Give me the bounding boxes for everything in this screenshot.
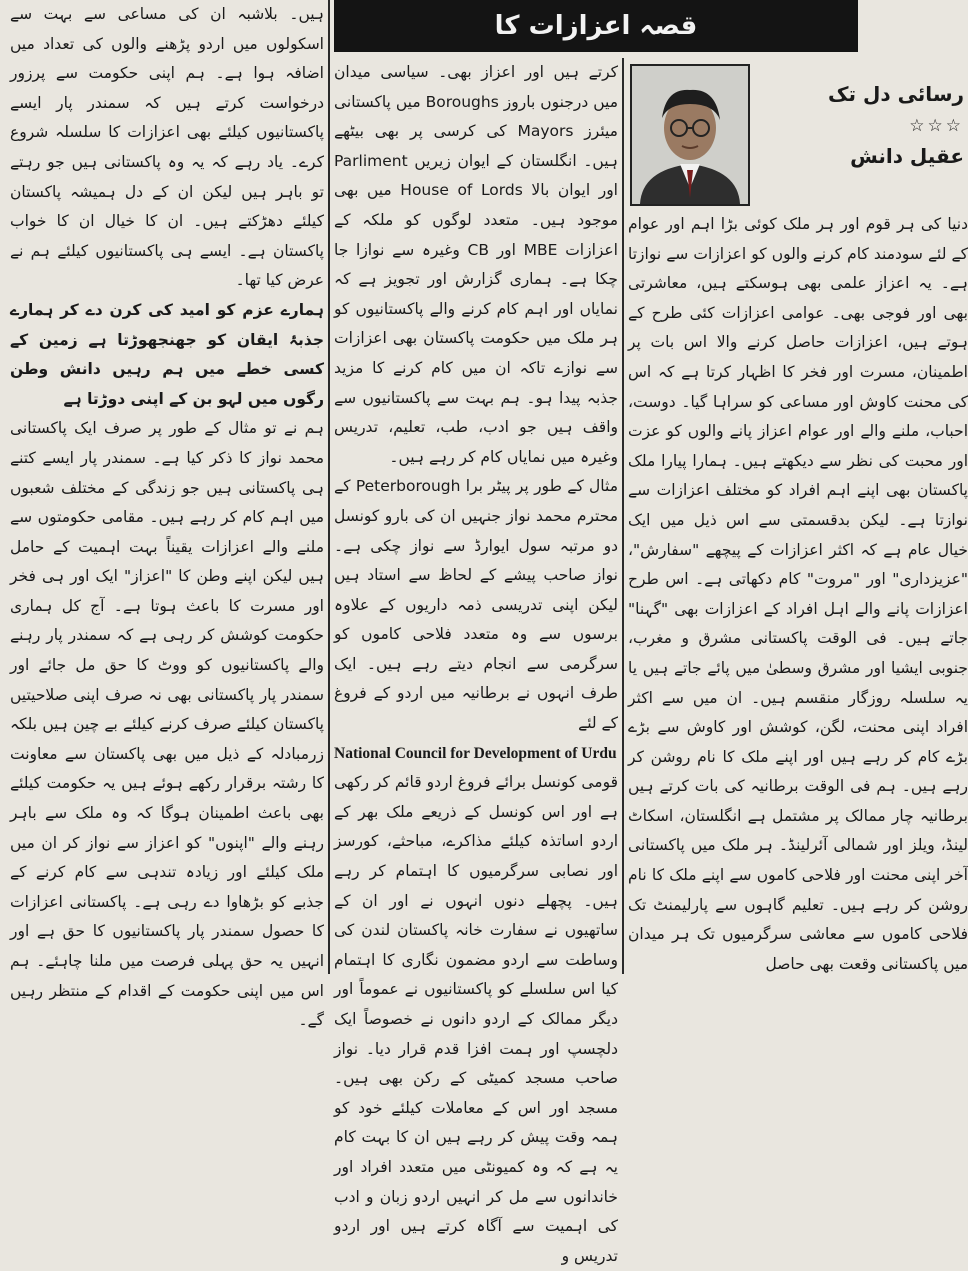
middle-column	[334, 58, 619, 1265]
column-divider-right	[622, 58, 624, 974]
column-name: رسائی دل تک	[828, 82, 964, 106]
left-paragraph-1: ہیں۔ بلاشبہ ان کی مساعی سے بہت سے اسکولوں میں اردو پڑھنے والوں کی تعداد میں اضافہ ہوا ہے۔ ہم اپنی حکومت سے پرزور درخواست کرتے ہیں کہ سمندر پار ایسے پاکستانیوں کیلئے بھی اعزازات کا سلسلہ شروع کرے۔ یاد رہے کہ یہ وہ پاکستانی ہیں جو رہتے تو باہر ہیں لیکن ان کے دل ہمیشہ پاکستان کیلئے دھڑکتے ہیں۔ ان کا خیال ان کا خواب پاکستان ہے۔ ایسے ہی پاکستانیوں کیلئے ہم نے عرض کیا تھا۔	[10, 5, 324, 290]
right-column	[628, 210, 968, 974]
middle-english-line: National Council for Development of Urdu	[334, 744, 617, 762]
column-title-banner	[334, 0, 858, 52]
column-divider-left	[328, 0, 330, 974]
left-verse: ہمارے عزم کو امید کی کرن دے کر ہمارے جذبۂ ایقان کو جھنجھوڑتا ہے زمین کے کسی خطے میں ہم رہیں دانش وطن رگوں میں لہو بن کے اپنی دوڑتا ہے	[10, 300, 324, 408]
left-paragraph-2: ہم نے تو مثال کے طور پر صرف ایک پاکستانی محمد نواز کا ذکر کیا ہے۔ سمندر پار ایسے کتنے ہی پاکستانی ہیں جو زندگی کے مختلف شعبوں میں اہم کام کر رہے ہیں۔ مقامی حکومتوں سے ملنے والے اعزازات یقیناً بہت اہمیت کے حامل ہیں لیکن اپنے وطن کا "اعزاز" ایک اور ہی فخر اور مسرت کا باعث ہوتا ہے۔ آج کل ہماری حکومت کوشش کر رہی ہے کہ سمندر پار رہنے والے پاکستانیوں کو ووٹ کا حق مل جائے اور سمندر پار پاکستانی بھی نہ صرف اپنی صلاحیتیں پاکستان کیلئے صرف کرنے کیلئے بے چین ہیں بلکہ زرمبادلہ کے ذیل میں بھی پاکستان سے معاونت کا رشتہ برقرار رکھے ہوئے ہیں یہ حکومت کیلئے بھی باعث اطمینان ہوگا کہ وہ ملک سے باہر رہنے والے "اپنوں" کو اعزاز سے نواز کر ان میں ملک کیلئے اور زیادہ تندہی سے کام کرنے کے جذبے کو بڑھاوا دے رہی ہے۔ پاکستانی اعزازات کا حصول سمندر پار پاکستانیوں کا حق ہے اور انہیں یہ حق پہلی فرصت میں ملنا چاہئے۔ ہم اس میں اپنی حکومت کے اقدام کے منتظر رہیں گے۔	[10, 419, 324, 1030]
right-paragraph-1: دنیا کی ہر قوم اور ہر ملک کوئی بڑا اہم اور عوام کے لئے سودمند کام کرنے والوں کو اعزازات سے نوازتا ہے۔ یہ اعزاز علمی بھی ہوسکتے ہیں، معاشرتی بھی اور فوجی بھی۔ عوامی اعزازات کئی طرح کے ہوتے ہیں، اعزازات حاصل کرنے والا اس بات پر اطمینان، مسرت اور فخر کا اظہار کرتا ہے کہ اس کی محنت کاوش اور مساعی کو سراہا گیا۔ دوست، احباب، ملنے والے اور عوام اعزاز پانے والوں کو عزت اور محبت کی نظر سے دیکھتے ہیں۔ ہمارا پیارا ملک پاکستان بھی اپنے اہم افراد کو مختلف اعزازات سے نوازتا ہے۔ لیکن بدقسمتی سے اس ذیل میں ایک خیال عام ہے کہ اکثر اعزازات کے پیچھے "سفارش"، "عزیزداری" اور "مروت" کام دکھاتی ہے۔ اس طرح اعزازات پانے والے اہل افراد کے اعزازات بھی "گہنا" جاتے ہیں۔ فی الوقت پاکستانی مشرق و مغرب، جنوبی ایشیا اور مشرق وسطیٰ میں پائے جاتے ہیں یا یہ سلسلہ روزگار منقسم ہیں۔ ان میں سے اکثر افراد اپنی محنت، لگن، کوشش اور کاوش سے بڑے بڑے کام کر رہے ہیں اور اپنے ملک کا نام روشن کر رہے ہیں۔ ہم فی الوقت برطانیہ کی بات کرتے ہیں برطانیہ چار ممالک پر مشتمل ہے انگلستان، اسکاٹ لینڈ، ویلز اور شمالی آئرلینڈ۔ ہر ملک میں پاکستانی آخر اپنی محنت اور فلاحی کاموں سے اپنے ملک کا نام روشن کر رہے ہیں۔ تعلیم گاہوں سے پارلیمنٹ تک فلاحی کاموں سے معاشی سرگرمیوں تک ہر میدان میں پاکستانی وقعت بھی حاصل	[628, 215, 968, 973]
author-byline	[628, 62, 968, 210]
left-column	[10, 0, 324, 1030]
byline-text	[754, 68, 964, 168]
column-title: قصہ اعزازات کا	[494, 11, 698, 41]
rating-stars-icon: ☆☆☆	[909, 116, 964, 136]
author-photo	[630, 64, 750, 206]
middle-paragraph-3: قومی کونسل برائے فروغ اردو قائم کر رکھی ہے اور اس کونسل کے ذریعے ملک بھر کے اردو اساتذہ کیلئے مذاکرے، مباحثے، کورسز اور نصابی سرگرمیوں کا اہتمام کر رہے ہیں۔ پچھلے دنوں انہوں نے اور ان کے ساتھیوں نے سفارت خانہ پاکستان لندن کی وساطت سے اردو مضمون نگاری کا اہتمام کیا اس سلسلے کو پاکستانیوں نے عموماً اور دیگر ممالک کے اردو دانوں نے خصوصاً ایک دلچسپ اور ہمت افزا قدم قرار دیا۔ نواز صاحب مسجد کمیٹی کے رکن بھی ہیں۔ مسجد اور اس کے معاملات کیلئے خود کو ہمہ وقت پیش کر رہے ہیں ان کا بہت کام یہ ہے کہ وہ کمیونٹی میں متعدد افراد اور خاندانوں سے مل کر انہیں اردو زبان و ادب کی اہمیت سے آگاہ کرتے ہیں اور اردو تدریس و	[334, 773, 618, 1265]
author-name: عقیل دانش	[850, 144, 964, 168]
middle-paragraph-1: کرتے ہیں اور اعزاز بھی۔ سیاسی میدان میں درجنوں باروز Boroughs میں پاکستانی میئرز Mayors کی کرسی پر بھی بیٹھے ہیں۔ انگلستان کے ایوان زیریں Parliment اور ایوان بالا House of Lords میں بھی موجود ہیں۔ متعدد لوگوں کو ملکہ کے اعزازات MBE اور CB وغیرہ سے نوازا جا چکا ہے۔ ہماری گزارش اور تجویز ہے کہ نمایاں اور اہم کام کرنے والے پاکستانیوں کو ہر ملک میں حکومت پاکستان بھی اعزازات سے نوازے تاکہ ان میں کام کرنے کا مزید جذبہ پیدا ہو۔ ہم بہت سے پاکستانیوں سے واقف ہیں جو ادب، طب، تعلیم، تدریس وغیرہ میں نمایاں کام کر رہے ہیں۔	[334, 63, 618, 466]
middle-paragraph-2: مثال کے طور پر پیٹر برا Peterborough کے محترم محمد نواز جنہیں ان کی بارو کونسل دو مرتبہ سول ایوارڈ سے نواز چکی ہے۔ نواز صاحب پیشے کے لحاظ سے استاد ہیں لیکن اپنی تدریسی ذمہ داریوں کے علاوہ برسوں سے وہ متعدد فلاحی کاموں کو سرگرمی سے انجام دیتے رہے ہیں۔ ایک طرف انہوں نے برطانیہ میں اردو کے فروغ کے لئے	[334, 477, 619, 733]
